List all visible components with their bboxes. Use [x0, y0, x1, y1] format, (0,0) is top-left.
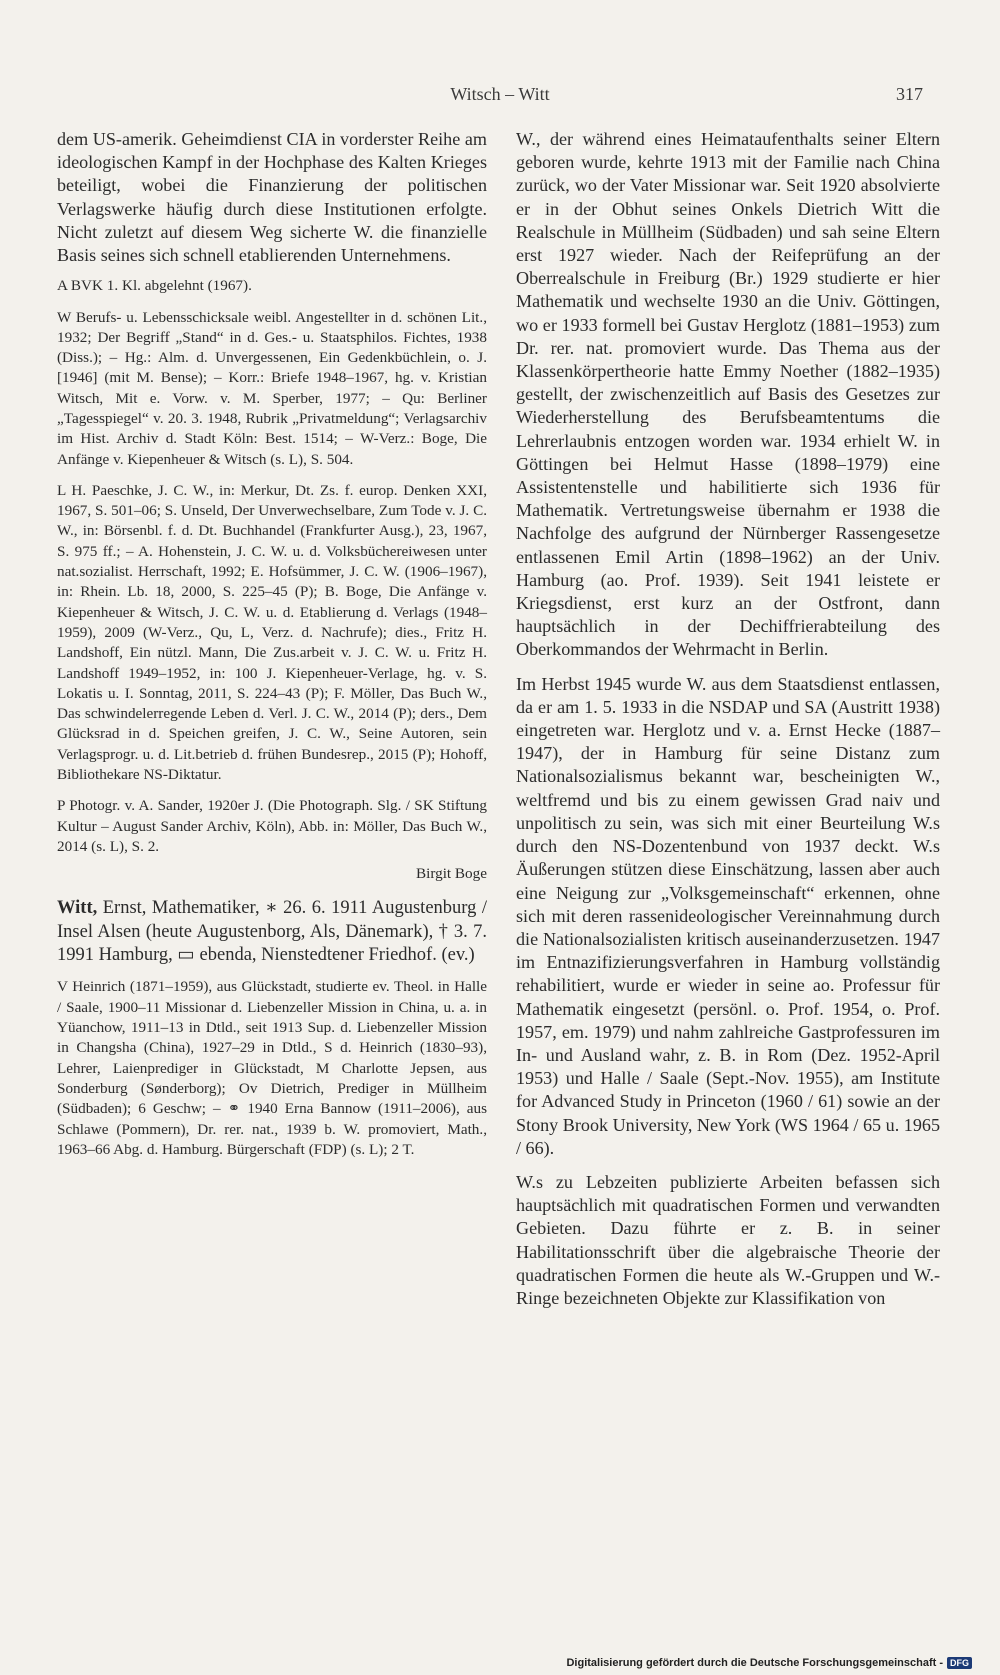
text-paragraph: W.s zu Lebzeiten publizierte Arbeiten befassen sich hauptsächlich mit quadratischen Formen und verwandten Gebieten. Dazu führte er z. B. in seiner Habilitationsschrift über die algebraische Theorie der quadratischen Formen die heute als W.-Gruppen und W.-Ringe bezeichneten Objekte zur Klassifikation von — [516, 1171, 940, 1308]
right-column — [516, 128, 940, 1321]
entry-name: Witt, — [57, 898, 98, 919]
text-paragraph: dem US-amerik. Geheimdienst CIA in vorderster Reihe am ideologischen Kampf in der Hochphase des Kalten Krieges beteiligt, wobei die Finanzierung der politischen Verlagswerke häufig durch diese Institutionen erfolgte. Nicht zuletzt auf diesem Weg sicherte W. die finanzielle Basis seines sich schnell etablierenden Unternehmens. — [57, 129, 487, 266]
footer-text: Digitalisierung gefördert durch die Deutsche Forschungsgemeinschaft - — [566, 1657, 943, 1669]
text-paragraph: Im Herbst 1945 wurde W. aus dem Staatsdienst entlassen, da er am 1. 5. 1933 in die NSDAP und SA (Austritt 1938) eingetreten war. Herglotz und v. a. Ernst Hecke (1887–1947), der in Hamburg für seine Distanz zum Nationalsozialismus bekannt war, bescheinigten W., weltfremd und bis zu einem gewissen Grad naiv und unpolitisch zu sein, was sich mit einer Beurteilung W.s durch den NS-Dozentenbund von 1937 deckt. W.s Äußerungen stützen diese Einschätzung, lassen aber auch eine Neigung zur „Volksgemeinschaft“ erkennen, ohne sich mit deren rassenideologischer Vereinnahmung durch die Nationalsozialisten kritisch auseinanderzusetzen. 1947 im Entnazifizierungsverfahren in Hamburg vollständig rehabilitiert, wurde er wieder in seine ao. Professur für Mathematik eingesetzt (persönl. o. Prof. 1954, o. Prof. 1957, em. 1979) und nahm zahlreiche Gastprofessuren im In- und Ausland wahr, z. B. in Rom (Dez. 1952-April 1953) und Halle / Saale (Sept.-Nov. 1955), am Institute for Advanced Study in Princeton (1960 / 61) sowie an der Stony Brook University, New York (WS 1964 / 65 u. 1965 / 66). — [516, 673, 940, 1158]
awards-paragraph: A BVK 1. Kl. abgelehnt (1967). — [57, 277, 252, 295]
digitization-footer — [566, 1657, 972, 1669]
entry-details: Ernst, Mathematiker, ∗ 26. 6. 1911 Augustenburg / Insel Alsen (heute Augustenborg, Als, Dänemark), † 3. 7. 1991 Hamburg, ▭ ebenda, Nienstedtener Friedhof. (ev.) — [57, 898, 487, 966]
left-column — [57, 128, 487, 1171]
portrait-paragraph: P Photogr. v. A. Sander, 1920er J. (Die Photograph. Slg. / SK Stiftung Kultur – August Sander Archiv, Köln), Abb. in: Möller, Das Buch W., 2014 (s. L), S. 2. — [57, 797, 487, 855]
works-paragraph: W Berufs- u. Lebensschicksale weibl. Angestellter in d. schönen Lit., 1932; Der Begriff „Stand“ in d. Ges.- u. Staatsphilos. Fichtes, 1938 (Diss.); – Hg.: Alm. d. Unvergessenen, Ein Gedenkbüchlein, o. J. [1946] (mit M. Bense); – Korr.: Briefe 1948–1967, hg. v. Kristian Witsch, Mit e. Vorw. v. M. Sperber, 1977; – Qu: Berliner „Tagesspiegel“ v. 20. 3. 1948, Rubrik „Privatmeldung“; Verlagsarchiv im Hist. Archiv d. Stadt Köln: Best. 1514; – W-Verz.: Boge, Die Anfänge v. Kiepenheuer & Witsch (s. L), S. 504. — [57, 308, 487, 468]
genealogy-paragraph: V Heinrich (1871–1959), aus Glückstadt, studierte ev. Theol. in Halle / Saale, 1900–11 Missionar d. Liebenzeller Mission in China, u. a. in Yüanchow, 1911–13 in Dtld., seit 1913 Sup. d. Liebenzeller Mission in Changsha (China), 1927–29 in Dtld., S d. Heinrich (1830–93), Lehrer, Laienprediger in Glückstadt, M Charlotte Jepsen, aus Sonderburg (Sønderborg); Ov Dietrich, Prediger in Müllheim (Südbaden); 6 Geschw; – ⚭ 1940 Erna Bannow (1911–2006), aus Schlawe (Pommern), Dr. rer. nat., 1939 b. W. promoviert, Math., 1963–66 Abg. d. Hamburg. Bürgerschaft (FDP) (s. L); 2 T. — [57, 978, 487, 1158]
author-signature: Birgit Boge — [415, 865, 487, 883]
literature-paragraph: L H. Paeschke, J. C. W., in: Merkur, Dt. Zs. f. europ. Denken XXI, 1967, S. 501–06; S. Unseld, Der Unverwechselbare, Zum Tode v. J. C. W., in: Börsenbl. f. d. Dt. Buchhandel (Frankfurter Ausg.), 23, 1967, S. 975 ff.; – A. Hohenstein, J. C. W. u. d. Volksbüchereiwesen unter nat.sozialist. Herrschaft, 1992; E. Hofsümmer, J. C. W. (1906–1967), in: Rhein. Lb. 18, 2000, S. 225–45 (P); B. Boge, Die Anfänge v. Kiepenheuer & Witsch, J. C. W. u. d. Etablierung d. Verlags (1948–1959), 2009 (W-Verz., Qu, L, Verz. d. Nachrufe); dies., Fritz H. Landshoff, Ein nützl. Mann, Die Zus.arbeit v. J. C. W. u. Fritz H. Landshoff 1949–1952, in: 100 J. Kiepenheuer-Verlage, hg. v. S. Lokatis u. I. Sonntag, 2011, S. 224–43 (P); F. Möller, Das Buch W., Das schwindelerregende Leben d. Verl. J. C. W., 2014 (P); ders., Dem Glücksrad in d. Speichen greifen, J. C. W., Seine Autoren, sein Verlagsprogr. u. d. Lit.betrieb d. frühen Bundesrep., 2015 (P); Hohoff, Bibliothekare NS-Diktatur. — [57, 481, 487, 784]
page-number: 317 — [896, 84, 923, 104]
entry-heading — [57, 897, 487, 967]
text-paragraph: W., der während eines Heimataufenthalts seiner Eltern geboren wurde, kehrte 1913 mit der Familie nach China zurück, wo der Vater Missionar war. Seit 1920 absolvierte er in der Obhut seines Onkels Dietrich Witt die Realschule in Müllheim (Südbaden) und sah seine Eltern erst 1927 wieder. Nach der Reifeprüfung an der Oberrealschule in Freiburg (Br.) 1929 studierte er hier Mathematik und wechselte 1930 an die Univ. Göttingen, wo er 1933 formell bei Gustav Herglotz (1881–1953) zum Dr. rer. nat. promoviert wurde. Das Thema aus der Klassenkörpertheorie hatte Emmy Noether (1882–1935) gestellt, der zwischenzeitlich auf Basis des Gesetzes zur Wiederherstellung des Berufsbeamtentums die Lehrerlaubnis entzogen worden war. 1934 erhielt W. in Göttingen bei Helmut Hasse (1898–1979) eine Assistentenstelle und habilitierte sich 1936 für Mathematik. Vertretungsweise übernahm er 1938 die Nachfolge des aufgrund der Nürnberger Rassengesetze entlassenen Emil Artin (1898–1962) an der Univ. Hamburg (ao. Prof. 1939). Seit 1941 leistete er Kriegsdienst, erst kurz an der Ostfront, dann hauptsächlich in der Dechiffrierabteilung des Oberkommandos der Wehrmacht in Berlin. — [516, 129, 940, 660]
dfg-logo-icon: DFG — [947, 1657, 972, 1669]
running-header: Witsch – Witt — [450, 84, 550, 104]
